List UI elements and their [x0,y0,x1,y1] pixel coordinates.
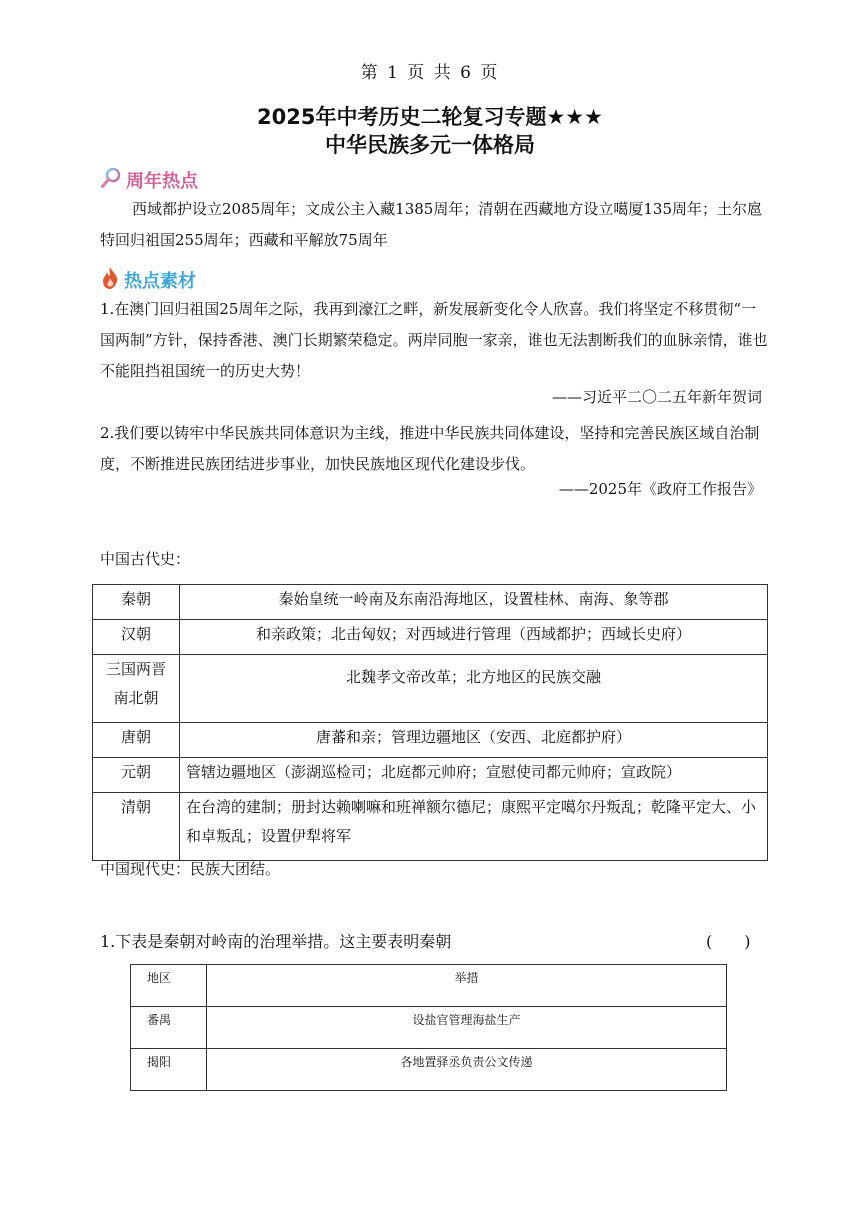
region-cell: 番禺 [131,1007,207,1049]
magnifier-icon [100,167,122,193]
measure-cell: 秦始皇统一岭南及东南沿海地区，设置桂林、南海、象等郡 [180,585,768,620]
dynasty-cell: 汉朝 [93,620,180,655]
anniversary-text: 西域都护设立2085周年；文成公主入藏1385周年；清朝在西藏地方设立噶厦135周年；土尔扈特回归祖国255周年；西藏和平解放75周年 [100,200,762,249]
question-1-table [130,964,727,1091]
fire-icon [100,266,120,294]
table-header-measure: 举措 [207,965,727,1007]
table-header-region: 地区 [131,965,207,1007]
doc-title-line2: 中华民族多元一体格局 [325,133,535,157]
table-row [93,723,768,758]
ancient-history-title: 中国古代史： [100,550,191,568]
doc-title-line1: 2025年中考历史二轮复习专题★★★ [257,105,603,129]
material-item-1: 1.在澳门回归祖国25周年之际，我再到濠江之畔，新发展新变化令人欣喜。我们将坚定不移贯彻“一国两制”方针，保持香港、澳门长期繁荣稳定。两岸同胞一家亲，谁也无法割断我们的血脉亲情，谁也不能阻挡祖国统一的历史大势！ [100,300,768,380]
dynasty-cell: 秦朝 [93,585,180,620]
measure-cell: 各地置驿丞负责公文传递 [207,1049,727,1091]
measure-cell: 唐蕃和亲；管理边疆地区（安西、北庭都护府） [180,723,768,758]
dynasty-cell: 清朝 [93,793,180,861]
answer-blank: ( ) [706,932,751,951]
measure-cell: 在台湾的建制；册封达赖喇嘛和班禅额尔德尼；康熙平定噶尔丹叛乱；乾隆平定大、小和卓叛乱；设置伊犁将军 [180,793,768,861]
anniversary-label: 周年热点 [126,171,198,192]
measure-cell: 设盐官管理海盐生产 [207,1007,727,1049]
table-row [93,793,768,861]
table-row [131,1007,727,1049]
table-row [93,655,768,723]
page-number: 第 1 页 共 6 页 [360,63,500,83]
table-row [131,1049,727,1091]
table-row [93,585,768,620]
material-heading [100,268,196,292]
material-item-2: 2.我们要以铸牢中华民族共同体意识为主线，推进中华民族共同体建设，坚持和完善民族区域自治制度，不断推进民族团结进步事业，加快民族地区现代化建设步伐。 [100,424,760,473]
measure-cell: 管辖边疆地区（澎湖巡检司；北庭都元帅府；宣慰使司都元帅府；宣政院） [180,758,768,793]
dynasty-table [92,584,768,861]
dynasty-cell: 唐朝 [93,723,180,758]
measure-cell: 北魏孝文帝改革；北方地区的民族交融 [180,655,768,723]
dynasty-cell: 三国两晋南北朝 [93,655,180,723]
material-source-1: ——习近平二〇二五年新年贺词 [551,388,762,406]
anniversary-heading [100,168,198,192]
region-cell: 揭阳 [131,1049,207,1091]
question-1-stem: 1.下表是秦朝对岭南的治理举措。这主要表明秦朝 [100,932,452,951]
measure-cell: 和亲政策；北击匈奴；对西域进行管理（西域都护；西域长史府） [180,620,768,655]
material-label: 热点素材 [124,271,196,292]
table-row [93,758,768,793]
modern-history-text: 中国现代史：民族大团结。 [100,860,281,878]
dynasty-cell: 元朝 [93,758,180,793]
table-row [131,965,727,1007]
table-row [93,620,768,655]
material-source-2: ——2025年《政府工作报告》 [558,480,762,498]
